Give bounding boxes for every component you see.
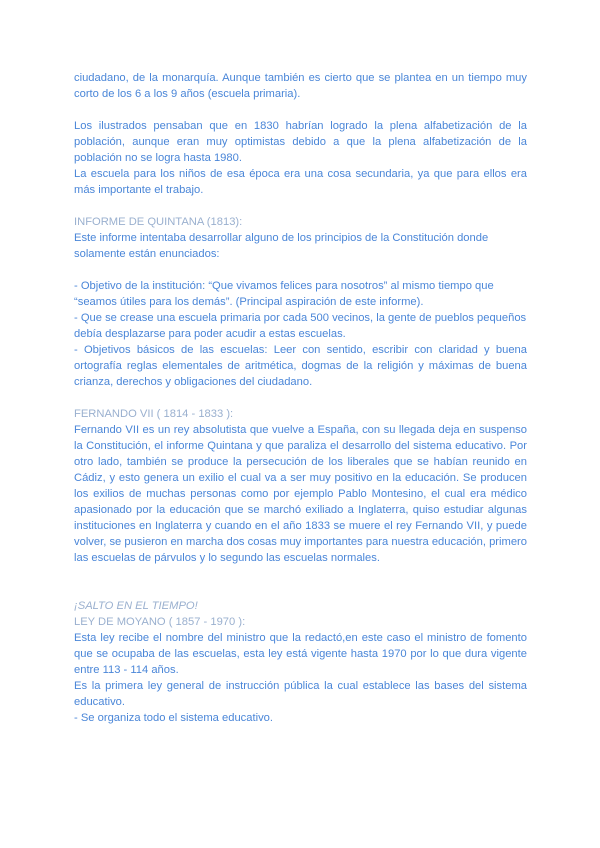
- heading-salto: ¡SALTO EN EL TIEMPO!: [74, 600, 198, 612]
- paragraph-moyano-3: - Se organiza todo el sistema educativo.: [74, 712, 273, 724]
- heading-moyano: LEY DE MOYANO ( 1857 - 1970 ):: [74, 616, 246, 628]
- heading-fernando: FERNANDO VII ( 1814 - 1833 ):: [74, 408, 234, 420]
- paragraph-escuela: La escuela para los niños de esa época era una cosa secundaria, ya que para ellos era más importante el trabajo.: [74, 168, 527, 196]
- bullet-escuela-primaria: - Que se crease una escuela primaria por cada 500 vecinos, la gente de pueblos pequeños debía desplazarse para poder acudir a estas escuelas.: [74, 312, 527, 340]
- paragraph-intro: ciudadano, de la monarquía. Aunque también es cierto que se plantea en un tiempo muy corto de los 6 a los 9 años (escuela primaria).: [74, 72, 527, 100]
- heading-quintana: INFORME DE QUINTANA (1813):: [74, 216, 243, 228]
- paragraph-moyano-2: Es la primera ley general de instrucción pública la cual establece las bases del sistema educativo.: [74, 680, 527, 708]
- paragraph-ilustrados: Los ilustrados pensaban que en 1830 habrían logrado la plena alfabetización de la población, aunque eran muy optimistas debido a que la plena alfabetización de la población no se logra hasta 1980.: [74, 120, 527, 164]
- bullet-objetivos-basicos: - Objetivos básicos de las escuelas: Leer con sentido, escribir con claridad y buena ortografía reglas elementales de aritmética, dogmas de la religión y máximas de buena crianza, derechos y obligaciones del ciudadano.: [74, 344, 527, 388]
- paragraph-fernando: Fernando VII es un rey absolutista que vuelve a España, con su llegada deja en suspenso la Constitución, el informe Quintana y que paraliza el desarrollo del sistema educativo. Por otro lado, también se produce la persecución de los liberales que se habían reunido en Cádiz, y esto genera un exilio el cual va a ser muy positivo en la educación. Se producen los exilios de muchas personas como por ejemplo Pablo Montesino, el cual era médico apasionado por la educación que se marchó exiliado a Inglaterra, quiso estudiar algunas instituciones en Inglaterra y cuando en el año 1833 se muere el rey Fernando VII, y puede volver, se pusieron en marcha dos cosas muy importantes para nuestra educación, primero las escuelas de párvulos y lo segundo las escuelas normales.: [74, 424, 527, 564]
- paragraph-moyano-1: Esta ley recibe el nombre del ministro que la redactó,en este caso el ministro de fomento que se ocupaba de las escuelas, esta ley está vigente hasta 1970 por lo que dura vigente entre 113 - 114 años.: [74, 632, 527, 676]
- bullet-objetivo: - Objetivo de la institución: “Que vivamos felices para nosotros” al mismo tiempo que “seamos útiles para los demás”. (Principal aspiración de este informe).: [74, 280, 494, 308]
- paragraph-quintana-intro: Este informe intentaba desarrollar alguno de los principios de la Constitución donde solamente están enunciados:: [74, 232, 489, 260]
